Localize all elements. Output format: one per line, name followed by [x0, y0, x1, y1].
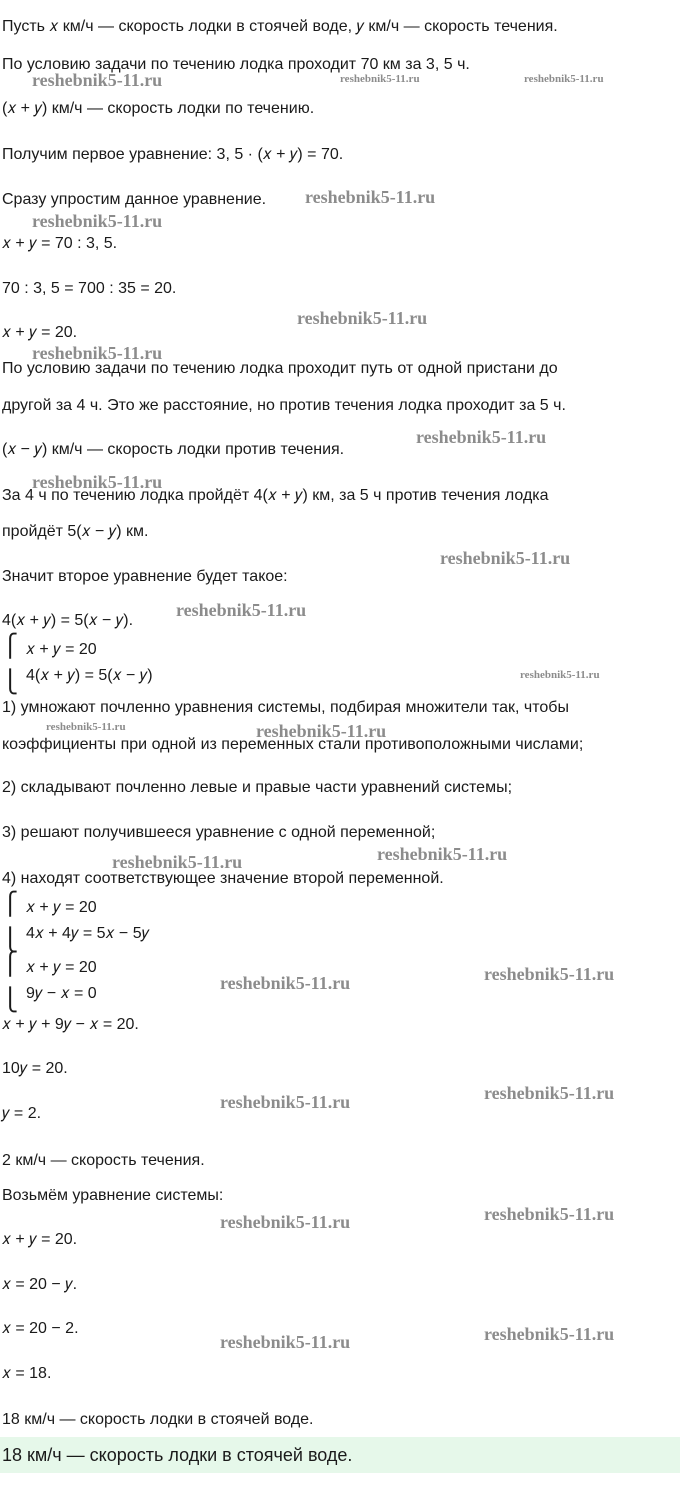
text-line-14: Значит второе уравнение будет такое:: [2, 568, 288, 585]
text-line-29: 𝑥 = 18.: [2, 1365, 52, 1382]
text-line-22: 10𝑦 = 20.: [2, 1060, 68, 1077]
text-line-13: пройдёт 5(𝑥 − 𝑦) км.: [2, 523, 149, 540]
watermark: reshebnik5-11.ru: [176, 600, 307, 620]
watermark: reshebnik5-11.ru: [32, 343, 163, 363]
watermark: reshebnik5-11.ru: [416, 427, 547, 447]
text-line-12: За 4 ч по течению лодка пройдёт 4(𝑥 + 𝑦) км, за 5 ч против течения лодка: [2, 487, 549, 504]
watermark: reshebnik5-11.ru: [524, 73, 604, 85]
watermark: reshebnik5-11.ru: [484, 1083, 615, 1103]
watermark: reshebnik5-11.ru: [220, 973, 351, 993]
text-line-10: другой за 4 ч. Это же расстояние, но против течения лодка проходит за 5 ч.: [2, 397, 566, 414]
watermark: reshebnik5-11.ru: [484, 1204, 615, 1224]
text-line-9: По условию задачи по течению лодка проходит путь от одной пристани до: [2, 360, 558, 377]
equation-system-3: [2, 951, 97, 1012]
text-line-16: 1) умножают почленно уравнения системы, подбирая множители так, чтобы: [2, 699, 569, 716]
watermark: reshebnik5-11.ru: [220, 1212, 351, 1232]
brace: ⎧ ⎩: [2, 891, 19, 952]
text-line-26: 𝑥 + 𝑦 = 20.: [2, 1231, 78, 1248]
text-line-5: Сразу упростим данное уравнение.: [2, 191, 267, 208]
system-equation: 9𝑦 − 𝑥 = 0: [26, 985, 97, 1002]
text-line-24: 2 км/ч — скорость течения.: [2, 1152, 205, 1169]
watermark: reshebnik5-11.ru: [32, 472, 163, 492]
text-line-4: Получим первое уравнение: 3, 5 · (𝑥 + 𝑦) = 70.: [2, 146, 344, 163]
watermark: reshebnik5-11.ru: [377, 844, 508, 864]
text-line-21: 𝑥 + 𝑦 + 9𝑦 − 𝑥 = 20.: [2, 1016, 139, 1033]
text-line-1: Пусть 𝑥 км/ч — скорость лодки в стоячей воде, 𝑦 км/ч — скорость течения.: [2, 18, 558, 35]
text-line-6: 𝑥 + 𝑦 = 70 : 3, 5.: [2, 235, 118, 252]
text-line-2: По условию задачи по течению лодка проходит 70 км за 3, 5 ч.: [2, 56, 470, 73]
watermark: reshebnik5-11.ru: [46, 721, 126, 733]
watermark: reshebnik5-11.ru: [440, 548, 571, 568]
watermark: reshebnik5-11.ru: [112, 852, 243, 872]
watermark: reshebnik5-11.ru: [256, 721, 387, 741]
watermark: reshebnik5-11.ru: [520, 669, 600, 681]
text-line-27: 𝑥 = 20 − 𝑦.: [2, 1276, 78, 1293]
text-line-19: 3) решают получившееся уравнение с одной переменной;: [2, 824, 436, 841]
text-line-8: 𝑥 + 𝑦 = 20.: [2, 324, 78, 341]
text-line-25: Возьмём уравнение системы:: [2, 1187, 224, 1204]
text-line-28: 𝑥 = 20 − 2.: [2, 1320, 79, 1337]
brace: ⎧ ⎩: [2, 951, 19, 1012]
answer-text: 18 км/ч — скорость лодки в стоячей воде.: [2, 1445, 353, 1465]
system-equation: 𝑥 + 𝑦 = 20: [26, 641, 97, 658]
answer-box: [0, 1437, 680, 1473]
text-line-18: 2) складывают почленно левые и правые части уравнений системы;: [2, 779, 513, 796]
system-equation: 4(𝑥 + 𝑦) = 5(𝑥 − 𝑦): [26, 667, 153, 684]
watermark: reshebnik5-11.ru: [305, 187, 436, 207]
equation-system-2: [2, 891, 150, 952]
text-line-20: 4) находят соответствующее значение второй переменной.: [2, 870, 444, 887]
text-line-3: (𝑥 + 𝑦) км/ч — скорость лодки по течению.: [2, 100, 315, 117]
text-line-30: 18 км/ч — скорость лодки в стоячей воде.: [2, 1411, 314, 1428]
watermark: reshebnik5-11.ru: [32, 70, 163, 90]
system-equation: 4𝑥 + 4𝑦 = 5𝑥 − 5𝑦: [26, 925, 150, 942]
text-line-17: коэффициенты при одной из переменных стали противоположными числами;: [2, 736, 584, 753]
watermark: reshebnik5-11.ru: [484, 964, 615, 984]
watermark: reshebnik5-11.ru: [32, 211, 163, 231]
brace: ⎧ ⎩: [2, 633, 19, 694]
text-line-15: 4(𝑥 + 𝑦) = 5(𝑥 − 𝑦).: [2, 612, 134, 629]
text-line-11: (𝑥 − 𝑦) км/ч — скорость лодки против течения.: [2, 441, 345, 458]
text-line-7: 70 : 3, 5 = 700 : 35 = 20.: [2, 280, 177, 297]
watermark: reshebnik5-11.ru: [297, 308, 428, 328]
watermark: reshebnik5-11.ru: [340, 73, 420, 85]
watermark: reshebnik5-11.ru: [484, 1324, 615, 1344]
watermark: reshebnik5-11.ru: [220, 1332, 351, 1352]
watermark: reshebnik5-11.ru: [220, 1092, 351, 1112]
text-line-23: 𝑦 = 2.: [2, 1105, 42, 1122]
system-equation: 𝑥 + 𝑦 = 20: [26, 959, 97, 976]
equation-system-1: [2, 633, 153, 694]
system-equation: 𝑥 + 𝑦 = 20: [26, 899, 97, 916]
